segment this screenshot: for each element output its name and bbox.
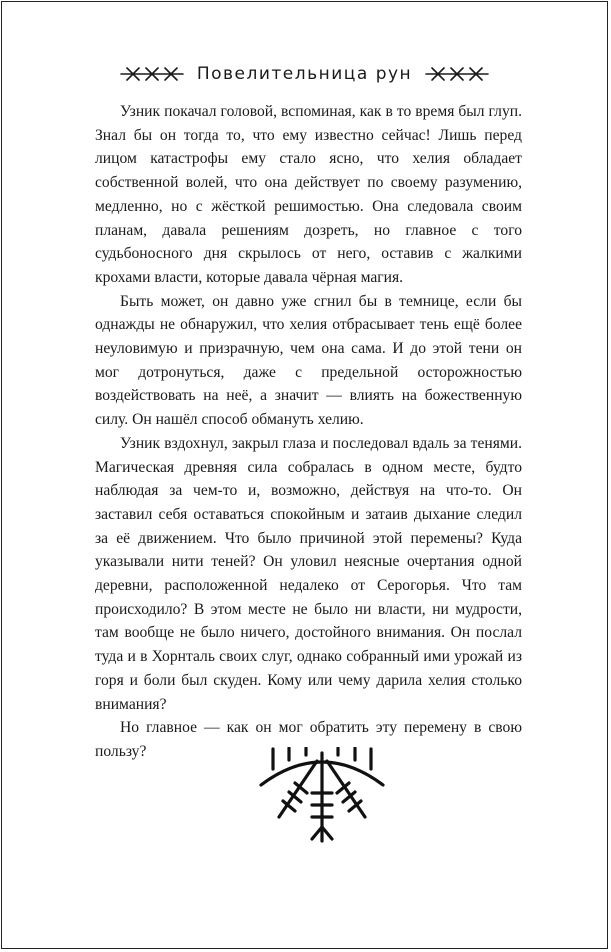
body-text — [95, 100, 522, 764]
running-header-title: Повелительница рун — [196, 64, 413, 84]
right-ornament-icon — [424, 66, 490, 82]
paragraph-1: Узник покачал головой, вспоминая, как в то время был глуп. Знал бы он тогда то, что ему известно сейчас! Лишь перед лицом катастрофы ему стало ясно, что хелия обладает собственной волей, что она действует по своему разумению, медленно, но с жёсткой решимостью. Она следовала своим планам, давала решениям дозреть, но главное с того судьбоносного дня скрылось от него, оставив с жалкими крохами власти, которые давала чёрная магия. — [95, 103, 522, 286]
paragraph-2: Быть может, он давно уже сгнил бы в темнице, если бы однажды не обнаружил, что хелия отбрасывает тень ещё более неуловимую и призрачную, чем она сама. И до этой тени он мог дотронуться, даже с предельной осторожностью воздействовать на неё, а значит — влиять на божественную силу. Он нашёл способ обмануть хелию. — [95, 292, 522, 429]
left-ornament-icon — [119, 66, 185, 82]
book-page — [1, 1, 608, 949]
paragraph-3: Узник вздохнул, закрыл глаза и последовал вдаль за тенями. Магическая древняя сила собралась в одном месте, будто наблюдая за чем-то и, возможно, действуя на что-то. Он заставил себя оставаться спокойным и затаив дыхание следил за её движением. Что было причиной этой перемены? Куда указывали нити теней? Он уловил неясные очертания одной деревни, расположенной недалеко от Серогорья. Что там происходило? В этом месте не было ни власти, ни мудрости, там вообще не было ничего, достойного внимания. Он послал туда и в Хорнталь своих слуг, однако собранный ими урожай из горя и боли был скуден. Кому или чему дарила хелия столько внимания? — [95, 434, 522, 713]
rune-stave-ornament-icon — [255, 747, 389, 843]
paragraph-4: Но главное — как он мог обратить эту перемену в свою пользу? — [95, 719, 522, 760]
running-header — [2, 64, 607, 84]
